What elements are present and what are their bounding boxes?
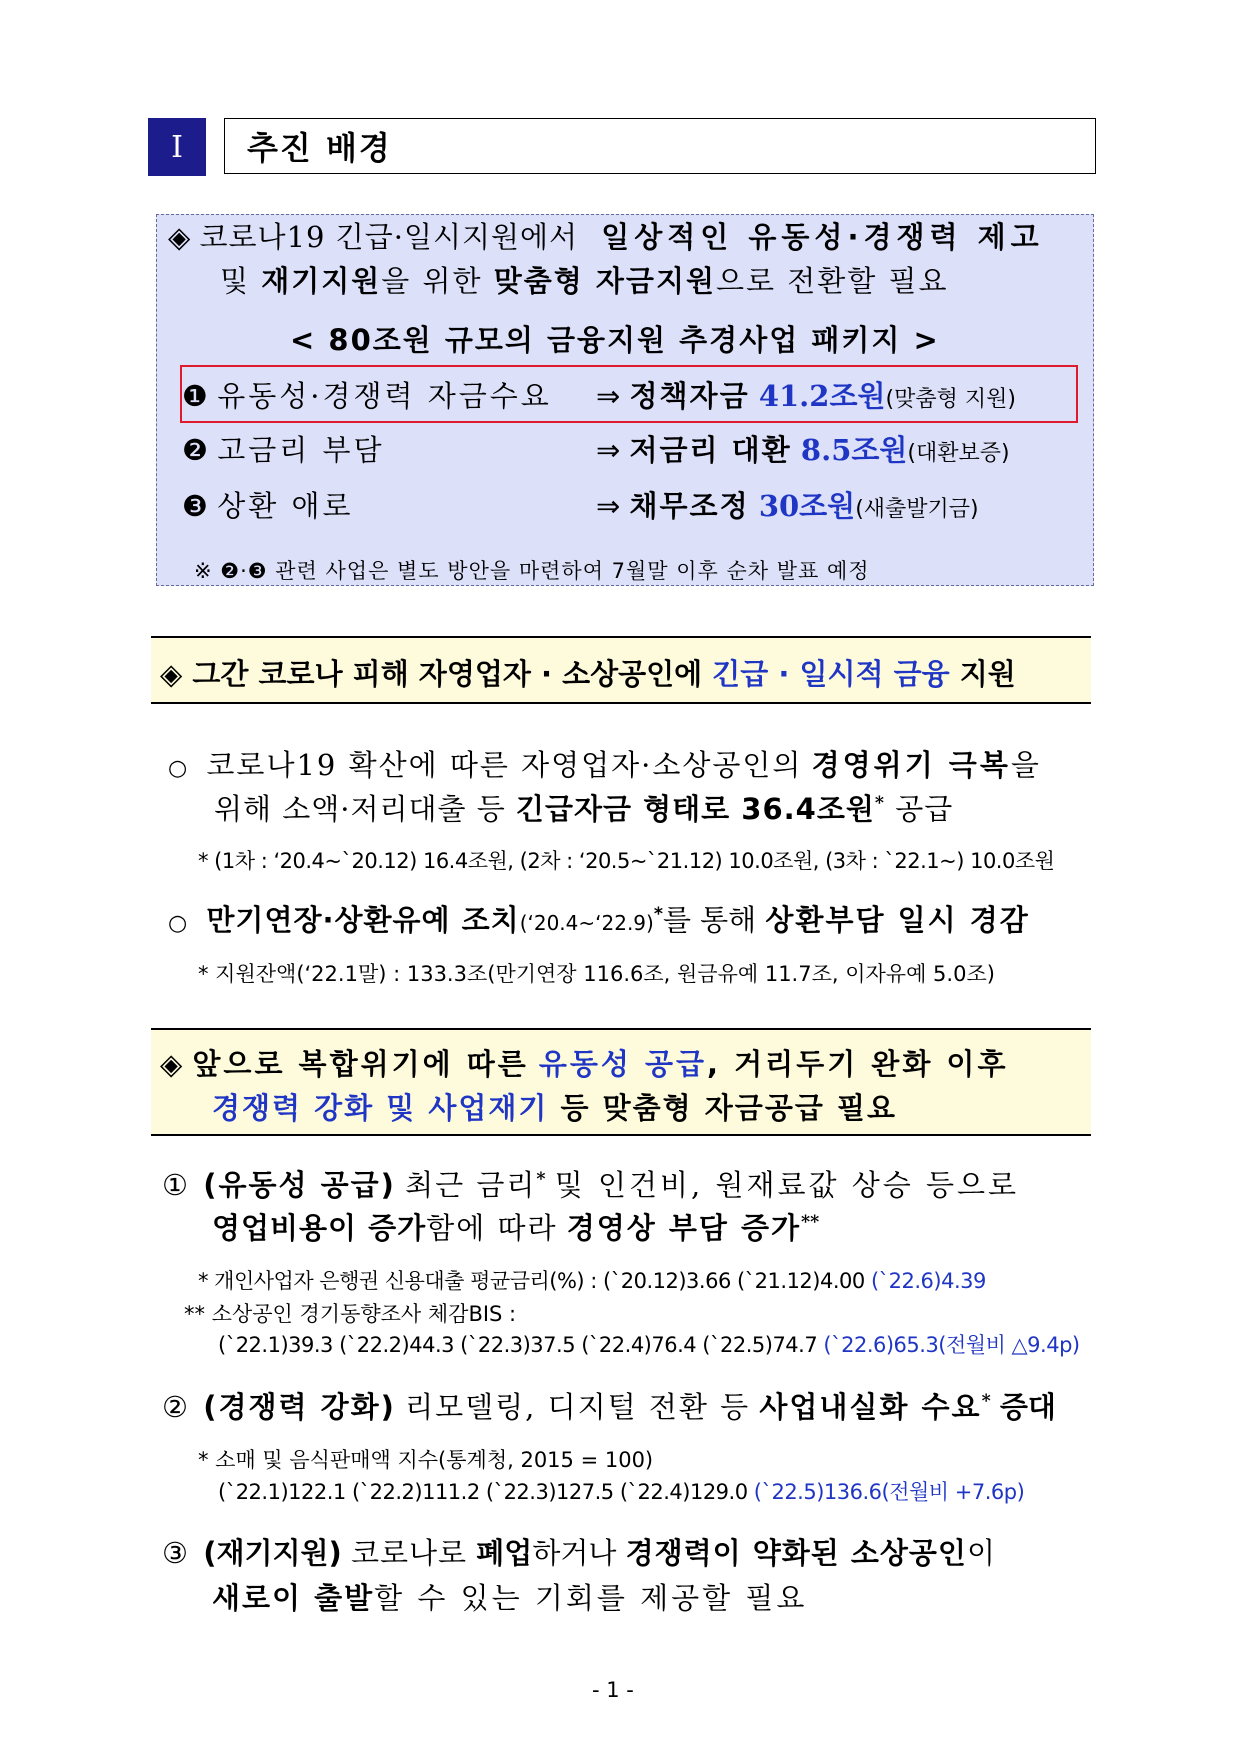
- note-text: (`22.1)39.3 (`22.2)44.3 (`22.3)37.5 (`22.4)76.4 (`22.5)74.7: [218, 1333, 818, 1357]
- banner-text: 앞으로 복합위기에 따른: [192, 1047, 529, 1081]
- note-blue-text: (`22.6)4.39: [870, 1269, 986, 1293]
- body-text: 및 인건비, 원재료값 상승 등으로: [554, 1168, 1020, 1202]
- paragraph-1-line-2: [214, 787, 953, 828]
- arrow-icon: ⇒: [596, 489, 621, 523]
- banner-blue-text: 유동성 공급: [538, 1047, 708, 1081]
- body-text: 코로나로: [351, 1536, 468, 1570]
- note-blue-text: (`22.6)65.3(전월비 △9.4p): [823, 1333, 1080, 1357]
- item-1-note-2-line-2: [218, 1329, 1080, 1359]
- summary-text: 및: [220, 264, 251, 298]
- footnote-marker: **: [801, 1212, 820, 1233]
- body-text: 할 수 있는 기회를 제공할 필요: [374, 1581, 808, 1615]
- body-text: 하거나: [532, 1536, 617, 1570]
- item-1-line-2: [212, 1206, 819, 1247]
- package-item-3: [182, 484, 354, 525]
- summary-line-1: [168, 215, 1044, 256]
- diamond-bullet-icon: ◈: [160, 657, 183, 691]
- summary-text: 을 위한: [381, 264, 483, 298]
- circle-bullet-icon: ○: [168, 756, 188, 781]
- footnote-marker: *: [981, 1391, 991, 1412]
- body-text: 를 통해: [662, 903, 757, 937]
- banner-text: 지원: [959, 657, 1016, 691]
- banner-text: 그간 코로나 피해 자영업자 · 소상공인에: [192, 657, 703, 691]
- item-note: (맞춤형 지원): [885, 387, 1016, 412]
- item-number-icon: ②: [162, 1390, 188, 1424]
- body-bold: 경영상 부담 증가: [566, 1211, 801, 1245]
- body-bold: 증대: [999, 1390, 1056, 1424]
- arrow-icon: ⇒: [596, 379, 621, 413]
- body-bold: 경쟁력이 약화된 소상공인: [625, 1536, 967, 1570]
- item-amount: 8.5조원: [800, 433, 908, 467]
- body-text: (‘20.4~‘22.9): [519, 911, 654, 935]
- note-text: (`22.1)122.1 (`22.2)111.2 (`22.3)127.5 (`22.4)129.0: [218, 1480, 748, 1504]
- banner-blue-text: 긴급 · 일시적 금융: [712, 657, 950, 691]
- paragraph-1-note: * (1차 : ‘20.4~`20.12) 16.4조원, (2차 : ‘20.5~`21.12) 10.0조원, (3차 : `22.1~) 10.0조원: [198, 849, 1055, 873]
- item-number-icon: ❷: [182, 433, 208, 467]
- item-3-line-2: [212, 1576, 807, 1617]
- item-target: 저금리 대환: [629, 433, 792, 467]
- footnote-marker: *: [536, 1169, 546, 1190]
- package-item-3-target: [596, 484, 979, 525]
- summary-text: 코로나19 긴급·일시지원에서: [199, 220, 579, 254]
- item-number-icon: ①: [162, 1168, 188, 1202]
- diamond-bullet-icon: ◈: [160, 1047, 183, 1081]
- note-blue-text: (`22.5)136.6(전월비 +7.6p): [753, 1480, 1025, 1504]
- item-target: 채무조정: [629, 489, 750, 523]
- item-number-icon: ❸: [182, 489, 208, 523]
- body-text: 을: [1010, 748, 1039, 782]
- summary-bold: 맞춤형 자금지원: [493, 264, 716, 298]
- item-amount: 41.2조원: [758, 379, 886, 413]
- body-text: 함에 따라: [426, 1211, 558, 1245]
- summary-bold: 일상적인 유동성·경쟁력 제고: [601, 220, 1044, 254]
- item-3-line-1: [162, 1531, 995, 1572]
- item-2-note-line-2: [218, 1476, 1024, 1506]
- footnote-marker: *: [653, 904, 663, 925]
- banner-text: , 거리두기 완화 이후: [707, 1047, 1009, 1081]
- banner-blue-text: 경쟁력 강화 및 사업재기: [212, 1091, 549, 1125]
- body-bold: 만기연장·상환유예 조치: [206, 903, 520, 937]
- package-item-1-target: [596, 374, 1016, 415]
- body-text: 공급: [895, 792, 954, 826]
- body-bold: 사업내실화 수요: [759, 1390, 982, 1424]
- body-text: 위해 소액·저리대출 등: [214, 792, 506, 826]
- item-number-icon: ③: [162, 1536, 188, 1570]
- body-bold: 긴급자금 형태로 36.4조원: [516, 792, 875, 826]
- body-text: 최근 금리: [405, 1168, 537, 1202]
- item-label: 상환 애로: [217, 489, 354, 523]
- body-bold: (유동성 공급): [203, 1168, 396, 1202]
- banner-2-line-2: [212, 1086, 897, 1127]
- package-item-2-target: [596, 428, 1010, 469]
- item-label: 고금리 부담: [217, 433, 385, 467]
- banner-2-line-1: [160, 1042, 1008, 1083]
- page-number: - 1 -: [592, 1678, 634, 1702]
- body-bold: 경영위기 극복: [811, 748, 1011, 782]
- summary-text: 으로 전환할 필요: [715, 264, 949, 298]
- item-amount: 30조원: [758, 489, 856, 523]
- item-1-note-2-line-1: ** 소상공인 경기동향조사 체감BIS :: [184, 1302, 517, 1326]
- paragraph-2-note: * 지원잔액(‘22.1말) : 133.3조(만기연장 116.6조, 원금유예 11.7조, 이자유예 5.0조): [198, 962, 995, 986]
- package-item-2: [182, 428, 385, 469]
- circle-bullet-icon: ○: [168, 911, 188, 936]
- item-label: 유동성·경쟁력 자금수요: [217, 379, 552, 413]
- item-note: (새출발기금): [855, 497, 979, 522]
- package-item-1: [182, 374, 552, 415]
- item-1-line-1: [162, 1163, 1019, 1204]
- item-2: [162, 1385, 1056, 1426]
- section-title: 추진 배경: [224, 118, 1096, 174]
- diamond-bullet-icon: ◈: [168, 220, 191, 254]
- body-bold: 폐업: [476, 1536, 533, 1570]
- summary-bold: 재기지원: [261, 264, 382, 298]
- item-note: (대환보증): [907, 441, 1010, 466]
- summary-footnote: ※ ❷·❸ 관련 사업은 별도 방안을 마련하여 7월말 이후 순차 발표 예정: [194, 559, 870, 583]
- body-bold: 새로이 출발: [212, 1581, 375, 1615]
- package-title: < 80조원 규모의 금융지원 추경사업 패키지 >: [290, 323, 940, 357]
- item-1-note-1: [198, 1265, 986, 1295]
- item-2-note-line-1: * 소매 및 음식판매액 지수(통계청, 2015 = 100): [198, 1448, 654, 1472]
- paragraph-1-line-1: [168, 743, 1039, 784]
- footnote-marker: *: [874, 793, 885, 814]
- body-bold: (경쟁력 강화): [203, 1390, 396, 1424]
- body-bold: 영업비용이 증가: [212, 1211, 427, 1245]
- arrow-icon: ⇒: [596, 433, 621, 467]
- body-text: 리모델링, 디지털 전환 등: [405, 1390, 751, 1424]
- summary-line-2: [220, 259, 949, 300]
- banner-1-text: [160, 652, 1016, 693]
- body-text: 코로나19 확산에 따른 자영업자·소상공인의: [206, 748, 803, 782]
- paragraph-2: [168, 898, 1030, 939]
- body-bold: 상환부담 일시 경감: [765, 903, 1030, 937]
- note-text: * 개인사업자 은행권 신용대출 평균금리(%) : (`20.12)3.66 (`21.12)4.00: [198, 1269, 865, 1293]
- body-bold: (재기지원): [203, 1536, 342, 1570]
- item-number-icon: ❶: [182, 379, 208, 413]
- banner-text: 등 맞춤형 자금공급 필요: [560, 1091, 897, 1125]
- item-target: 정책자금: [629, 379, 750, 413]
- section-number: Ⅰ: [148, 118, 206, 176]
- body-text: 이: [966, 1536, 995, 1570]
